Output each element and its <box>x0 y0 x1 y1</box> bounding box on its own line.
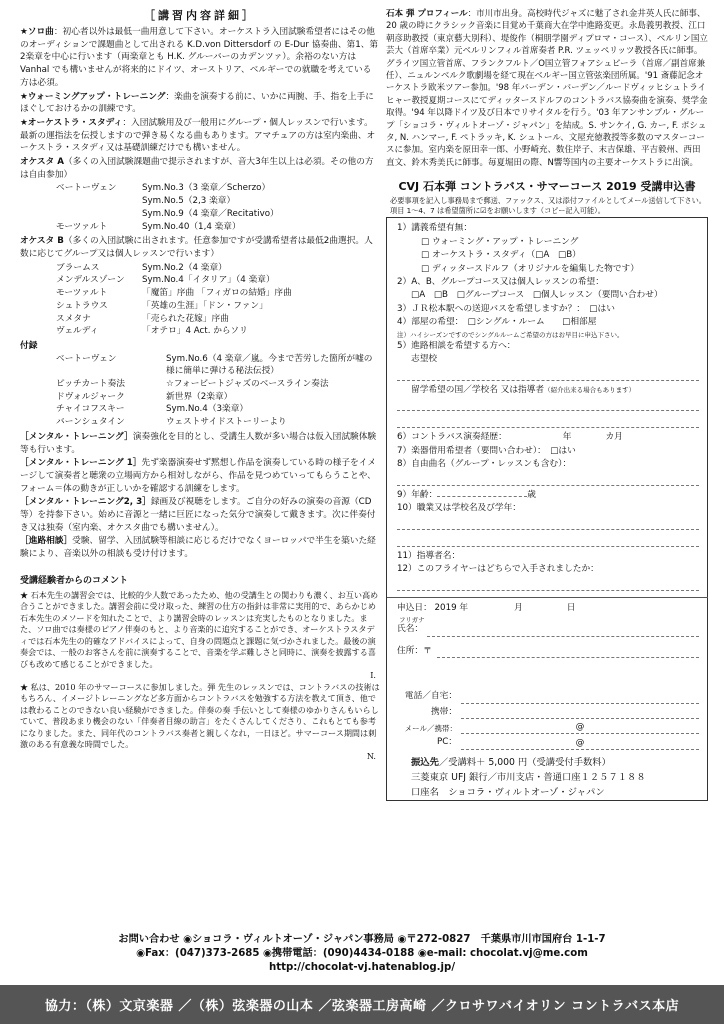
q1-option-warmup[interactable]: □ ウォーミング・アップ・トレーニング <box>421 236 579 247</box>
list-item <box>20 391 380 404</box>
course-details-title: ［講習内容詳細］ <box>144 9 256 22</box>
mental1-text: 先ず楽器演奏せず黙想し作品を演奏している時の様子をイメージして演奏者と聴衆の立場両方から相対しながら、作品を見つめていってもらうことや、フォーム＝体の動きが正しいかを確認する訓練をします。 <box>20 458 376 494</box>
comment-1 <box>20 590 380 670</box>
list-item <box>20 403 380 416</box>
date-year: 2019 年 <box>434 602 469 613</box>
q3[interactable]: 3）ＪＲ松本駅への送迎バスを希望しますか？： □はい <box>397 303 615 314</box>
date-label: 申込日： <box>397 602 432 613</box>
work: Sym.No.4（3楽章） <box>166 404 249 415</box>
mental-heading: ［メンタル・トレーニング］ <box>20 431 133 442</box>
q10-field-2[interactable] <box>397 533 699 547</box>
bank-info: 三菱東京 UFJ 銀行／市川支店・普通口座１２５７１８８ <box>411 771 646 783</box>
mental-text: 演奏強化を目的とし、受講生人数が多い場合は仮入団試験体験等も行います。 <box>20 431 377 455</box>
q6[interactable] <box>397 431 699 444</box>
q8-field[interactable] <box>397 472 699 486</box>
profile <box>386 8 708 169</box>
list-item <box>20 274 380 287</box>
work: Sym.No.3（3 楽章／Scherzo） <box>142 183 271 194</box>
work: 「オテロ」4 Act. からソリ <box>142 326 248 337</box>
contact-phone-mail[interactable]: ◉Fax：(047)373-2685 ◉携帯電話：(090)4434-0188 ◉e-mail: chocolat.vj@me.com <box>136 948 588 960</box>
list-item <box>20 208 380 221</box>
mental1-section <box>20 457 380 495</box>
q10-field[interactable] <box>397 516 699 530</box>
contact-address: お問い合わせ ◉ショコラ・ヴィルトオーゾ・ジャパン事務局 ◉〒272-0827 千葉県市川市国府台 1-1-7 <box>118 934 606 945</box>
payment-line <box>411 756 699 771</box>
work: 「魔笛」序曲 「フィガロの結婚」序曲 <box>142 288 292 299</box>
orchestra-section <box>20 117 380 155</box>
profile-text: ：市川市出身。高校時代ジャズに魅了され金井英人氏に師事、20 歳の時にクラシック音楽に目覚め千葉商大在学中進路変更。永島義男教授、江口朝彦助教授（東京藝大別科）、堤俊作（桐朋学園ディプロマ・コース）、ベルリン国立芸大（首席卒業）元ベルリンフィル首席奏者 P.R. ツェッペリッツ教授各氏に師事。グライツ国立管首席、フランクフルト／O国立管フォアシュピーラ（首席／副首席兼任）、ニュルンベルク歌劇場を経て現在ベルギー国立管弦楽団所属。'91 斎藤記念オーケストラ欧米ツアー参加。'98 年バーデン・バーデン／ルードヴィッヒシュトライヒャー教授夏期コースにてディッタースドルフのコントラバス協奏曲を演奏、奨学金取得。'94 年以降ドイツ及び日本でリサイタルを行う。'03 年アンサンブル・グループ「ショコラ・ヴィルトオーゾ・ジャパン」を結成。S. サンケイ, G. カー, F. ポシュタ, N. ハンマー, F. ペトラッキ, K. シュトール、文屋充徳教授等多数のマスターコースに参加。室内楽を原田幸一郎、小野崎充、数住岸子、末吉保雄、平吉毅州、西田直文、鈴木秀美氏に師事。毎夏堀田の際、N響等国内の主要オーケストラに出演。 <box>386 9 708 168</box>
furigana-label: フリガナ <box>399 616 425 625</box>
q1-option-dittersdorf[interactable]: □ ディッタースドルフ（オリジナルを編集した物です） <box>421 263 639 274</box>
tel-mobile-label: 携帯： <box>430 706 457 717</box>
right-column <box>386 8 708 801</box>
q5-abroad-label: 留学希望の国／学校名 又は指導者 <box>411 384 545 395</box>
q2-options[interactable]: □A □B □グループコース □個人レッスン（要問い合わせ） <box>411 290 663 301</box>
warmup-heading: ★ウォーミングアップ・トレーニング <box>20 91 166 102</box>
comment-1-signature: I. <box>370 670 376 681</box>
q8: 8）自由曲名（グループ・レッスンも含む）： <box>397 459 572 470</box>
date-month: 月 <box>514 602 523 613</box>
q9-unit: 歳 <box>527 489 536 500</box>
work: ☆フォービートジャズのベースライン奏法 <box>166 379 329 390</box>
advice-section <box>20 535 380 560</box>
q5-school-field[interactable] <box>397 367 699 381</box>
orchestra-a-heading: オケスタ A <box>20 157 64 168</box>
form-title: CVJ 石本弾 コントラバス・サマーコース 2019 受講申込書 <box>398 180 696 194</box>
orchestra-text: ：入団試験用及び一般用にグループ・個人レッスンで行います。最新の運指法を伝授しますので弾き易くなる曲もあります。アマチュアの方は室内楽曲、オーケストラ・スタディ又は基礎訓練だけでも構いません。 <box>20 117 376 154</box>
composer: スメタナ <box>56 313 91 324</box>
composer: ベートーヴェン <box>56 353 117 364</box>
mail-mobile-at: @ <box>575 722 585 733</box>
work: 「英雄の生涯」「ドン・ファン」 <box>142 300 268 311</box>
advice-text: 受験、留学、入団試験等相談に応じるだけでなくヨーロッパで半生を築いた経験により、音楽以外の相談も受け付けます。 <box>20 536 376 560</box>
name-label: 氏名： <box>397 624 424 635</box>
composer: ブラームス <box>56 262 100 273</box>
work: Sym.No.2（4 楽章） <box>142 262 227 273</box>
orchestra-heading: ★オーケストラ・スタディ <box>20 117 123 128</box>
list-item <box>20 416 380 429</box>
tel-mobile-field[interactable] <box>397 706 699 719</box>
list-item <box>20 378 380 391</box>
q9[interactable] <box>397 489 699 502</box>
q1: 1）講義希望有無： <box>397 223 473 234</box>
comment-1-text: ★ 石本先生の講習会では、比較的少人数であったため、他の受講生との関わりも濃く、お互い高め合うことができました。講習会前に受け取った、練習の仕方の指針は非常に実用的で、あらかじめ石本先生のメソードを知れたことで、より講習会時のレッスンは充実したものとなりました。また、ソロ曲では奏様のピアノ伴奏のもと、より音楽的に追究することができ、オーケストラスタディでは石本先生の的確なアドバイスによって、自身の問題点と課題に気づかされました。最後の演奏会では、一般のお客さんを前に演奏することで、音楽を学ぶ難しさと同時に、演奏を披露する喜びも改めて感じることができました。 <box>20 590 379 669</box>
list-item <box>20 262 380 275</box>
advice-heading: ［進路相談］ <box>20 536 73 547</box>
appendix-heading: 付録 <box>20 340 38 351</box>
payment-info <box>411 756 699 801</box>
q11: 11）指導者名： <box>397 550 461 561</box>
comments-title: 受講経験者からのコメント <box>20 575 129 586</box>
q4-note: 注）ハイシーズンですのでシングルルームご希望の方はお早目に申込下さい。 <box>397 330 624 339</box>
list-item <box>20 300 380 313</box>
work: Sym.No.4「イタリア」（4 楽章） <box>142 275 275 286</box>
sponsor-bar <box>0 985 724 1024</box>
work: Sym.No.40（1,4 楽章） <box>142 221 241 232</box>
work: 「売られた花嫁」序曲 <box>142 313 229 324</box>
sponsor-text: 協力：（株）文京楽器 ／（株）弦楽器の山本 ／弦楽器工房高崎 ／クロサワバイオリン コントラバス本店 <box>44 999 680 1014</box>
orchestra-b-heading: オケスタ B <box>20 236 64 247</box>
composer <box>20 208 142 221</box>
work: Sym.No.6（4 楽章／嵐。今まで苦労した箇所が嘘の様に簡単に弾ける秘法伝授） <box>166 353 373 377</box>
orchestra-a-section <box>20 156 380 181</box>
q6-year-unit: 年 <box>562 432 572 443</box>
q9-label: 9）年齢： <box>397 489 438 500</box>
q12: 12）このフライヤーはどちらで入手されましたか： <box>397 564 599 575</box>
orchestra-b-text: （多くの入団試験に出されます。任意参加ですが受講希望者は最低2曲選択。人数に応じてグループ又は個人レッスンで行います） <box>20 236 373 259</box>
solo-heading: ★ソロ曲 <box>20 27 54 38</box>
comment-2-text: ★ 私は、2010 年のサマーコースに参加しました。弾 先生のレッスンでは、コントラバスの技術はもちろん、イメージトレーニングなど多方面からコントラバスを勉強する方法を教えて頂き、他では教わることのできない良い経験ができました。伴奏の奏 手伝いとして奏様のゆかりさんもいらしていて、普段あまり機会のない「伴奏者目線の助言」をたくさんしてくださり、これもとても参考になりました。また、同年代のコントラバス奏者と親しくなれ，一日ほど。サマーコース期間は刺激のある有意義な時間でした。 <box>20 681 380 750</box>
form-note: 必要事項を記入し事務局まで郵送、ファックス、又は添付ファイルとしてメール送信して下さい。項目 1～4、7 は希望箇所に☑をお願いします（コピー記入可能）。 <box>390 196 706 215</box>
list-item <box>20 195 380 208</box>
mental-section <box>20 431 380 456</box>
payment-text: ／受講料＋ 5,000 円（受講受付手数料） <box>438 756 611 768</box>
q12-field[interactable] <box>397 577 699 591</box>
composer: メンデルスゾーン <box>56 275 125 286</box>
q5-abroad-note: （紹介出来る場合もあります） <box>544 385 636 394</box>
mail-mobile-label: メール／携帯： <box>404 723 457 733</box>
tel-home-label: 電話／自宅： <box>404 691 457 702</box>
q5-abroad-field[interactable] <box>397 397 699 411</box>
composer: ピッチカート奏法 <box>56 379 125 390</box>
address-label: 住所：〒 <box>397 645 432 656</box>
name-field[interactable] <box>397 623 699 636</box>
composer: シュトラウス <box>56 300 108 311</box>
q1-option-orchestra[interactable]: □ オーケストラ・スタディ（□A □B） <box>421 250 581 261</box>
orchestra-a-list <box>20 182 380 233</box>
q5-school-label: 志望校 <box>411 354 438 365</box>
mental23-text: 録画及び視聴をします。ご自分の好みの演奏の音源（CD等）を持参下さい。始めに音源と一緒に巨匠になった気分で演奏して戴きます。次に伴奏付き又は独奏（室内楽、オケスタ曲でも構いません）。 <box>20 497 376 533</box>
warmup-text: ：楽曲を演奏する前に、いかに両腕、手、指を上手にほぐしておけるかの訓練です。 <box>20 91 374 115</box>
list-item <box>20 325 380 338</box>
composer: ヴェルディ <box>56 326 99 337</box>
date-day: 日 <box>566 602 576 613</box>
account-holder: 口座名 ショコラ・ヴィルトオーゾ・ジャパン <box>411 786 605 798</box>
contact-info <box>0 933 724 975</box>
composer: ドヴォルジャーク <box>56 391 125 402</box>
warmup-section <box>20 91 380 116</box>
form-divider <box>387 597 708 598</box>
q5: 5）進路相談を希望する方へ： <box>397 340 516 351</box>
composer: バーンシュタイン <box>56 417 125 428</box>
mail-pc-label: PC： <box>437 737 457 748</box>
comment-2 <box>20 682 380 751</box>
payment-heading: 振込先 <box>411 756 439 768</box>
q10: 10）職業又は学校名及び学年： <box>397 503 521 514</box>
application-form <box>386 217 708 801</box>
work: Sym.No.5（2,3 楽章） <box>142 196 236 207</box>
date-field[interactable] <box>397 602 699 615</box>
mental1-heading: ［メンタル・トレーニング 1］ <box>20 458 142 469</box>
mail-mobile-field[interactable] <box>397 721 699 734</box>
list-item <box>20 353 380 378</box>
q7[interactable]: 7）楽器借用希望者（要問い合わせ）： □はい <box>397 445 576 456</box>
q6-label: 6）コントラバス演奏経歴： <box>397 432 507 443</box>
composer: モーツァルト <box>56 288 108 299</box>
solo-section <box>20 26 380 90</box>
orchestra-b-list <box>20 262 380 338</box>
composer: モーツァルト <box>56 221 108 232</box>
q5-abroad-field-2[interactable] <box>397 414 699 428</box>
address-field[interactable] <box>397 645 699 658</box>
q4[interactable]: 4）部屋の希望： □シングル・ルーム □相部屋 <box>397 317 597 328</box>
mental23-heading: ［メンタル・トレーニング2, 3］ <box>20 497 151 508</box>
comment-2-signature: N. <box>366 750 376 761</box>
appendix-list <box>20 353 380 429</box>
orchestra-b-section <box>20 235 380 260</box>
list-item <box>20 287 380 300</box>
contact-url[interactable]: http://chocolat-vj.hatenablog.jp/ <box>268 962 456 974</box>
work: 新世界（2楽章） <box>166 391 233 402</box>
composer <box>20 195 142 208</box>
tel-home-field[interactable] <box>397 690 699 703</box>
mail-pc-at: @ <box>575 737 585 748</box>
q2: 2）A、B、グループコース又は個人レッスンの希望： <box>397 276 604 287</box>
work: ウェストサイドストーリーより <box>166 417 287 428</box>
list-item <box>20 221 380 234</box>
orchestra-a-text: （多くの入団試験課題曲で提示されますが、音大3年生以上は必須。その他の方は自由参加） <box>20 157 374 180</box>
solo-text: ：初心者以外は最低一曲用意して下さい。オーケストラ入団試験希望者にはその他のオーディションで課題曲として出される K.D.von Dittersdorf の E-Dur 協奏曲、第1、第2楽章を中心に行います（両楽章とも H.K. グルーバーのカデンツァ）。余裕のない方は Vanhal でも構いませんが将来的にドイツ、オーストリア、ベルギーでの就職を考えている方は必須。 <box>20 27 379 88</box>
q6-month-unit: カ月 <box>605 432 623 443</box>
composer: チャイコフスキー <box>56 404 125 415</box>
work: Sym.No.9（4 楽章／Recitativo） <box>142 208 279 219</box>
mail-pc-field[interactable] <box>397 736 699 749</box>
mental23-section <box>20 496 380 534</box>
list-item <box>20 182 380 195</box>
list-item <box>20 313 380 326</box>
course-details <box>20 8 380 762</box>
composer: ベートーヴェン <box>56 183 117 194</box>
profile-heading: 石本 弾 プロフィール <box>386 9 468 19</box>
